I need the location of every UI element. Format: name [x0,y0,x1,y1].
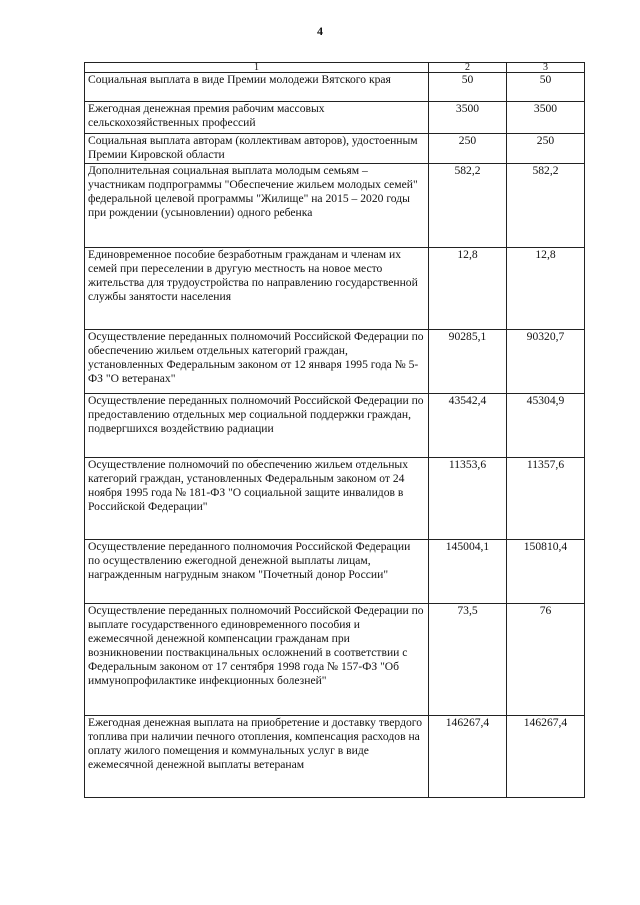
row-value-col3: 250 [507,134,585,164]
table-row [85,164,585,248]
row-value-col3: 12,8 [507,248,585,330]
row-value-col2: 145004,1 [429,540,507,604]
row-description: Осуществление переданных полномочий Российской Федерации по выплате государственного единовременного пособия и ежемесячной денежной компенсации гражданам при возникновении поствакцинальных осложнений в соответствии с Федеральным законом от 17 сентября 1998 года № 157-ФЗ "Об иммунопрофилактике инфекционных болезней" [85,604,429,716]
row-value-col2: 73,5 [429,604,507,716]
row-description: Осуществление переданного полномочия Российской Федерации по осуществлению ежегодной денежной выплаты лицам, награжденным нагрудным знаком "Почетный донор России" [85,540,429,604]
row-value-col2: 250 [429,134,507,164]
row-value-col3: 50 [507,73,585,102]
table-row [85,102,585,134]
table-row [85,394,585,458]
table-row [85,248,585,330]
row-value-col3: 11357,6 [507,458,585,540]
row-value-col2: 43542,4 [429,394,507,458]
budget-table [84,62,585,798]
table-row [85,604,585,716]
table-row [85,458,585,540]
row-value-col3: 90320,7 [507,330,585,394]
table-row [85,540,585,604]
column-number-row [85,63,585,73]
row-value-col2: 11353,6 [429,458,507,540]
row-description: Осуществление переданных полномочий Российской Федерации по предоставлению отдельных мер социальной поддержки граждан, подвергшихся воздействию радиации [85,394,429,458]
page-number: 4 [317,24,323,38]
row-description: Дополнительная социальная выплата молодым семьям – участникам подпрограммы "Обеспечение жильем молодых семей" федеральной целевой программы "Жилище" на 2015 – 2020 годы при рождении (усыновлении) одного ребенка [85,164,429,248]
row-description: Осуществление переданных полномочий Российской Федерации по обеспечению жильем отдельных категорий граждан, установленных Федеральным законом от 12 января 1995 года № 5-ФЗ "О ветеранах" [85,330,429,394]
row-description: Ежегодная денежная выплата на приобретение и доставку твердого топлива при наличии печного отопления, компенсация расходов на оплату жилого помещения и коммунальных услуг в виде ежемесячной денежной выплаты ветеранам [85,716,429,798]
row-value-col3: 150810,4 [507,540,585,604]
column-header-1: 1 [85,63,429,73]
row-value-col3: 3500 [507,102,585,134]
row-value-col2: 90285,1 [429,330,507,394]
column-header-3: 3 [507,63,585,73]
row-description: Единовременное пособие безработным гражданам и членам их семей при переселении в другую местность на новое место жительства для трудоустройства по направлению государственной службы занятости населения [85,248,429,330]
row-value-col2: 146267,4 [429,716,507,798]
row-value-col2: 12,8 [429,248,507,330]
table-row [85,716,585,798]
row-description: Социальная выплата в виде Премии молодежи Вятского края [85,73,429,102]
row-value-col2: 3500 [429,102,507,134]
row-value-col3: 146267,4 [507,716,585,798]
row-description: Осуществление полномочий по обеспечению жильем отдельных категорий граждан, установленных Федеральным законом от 24 ноября 1995 года № 181-ФЗ "О социальной защите инвалидов в Российской Федерации" [85,458,429,540]
table-row [85,73,585,102]
row-value-col2: 50 [429,73,507,102]
row-value-col3: 45304,9 [507,394,585,458]
row-description: Социальная выплата авторам (коллективам авторов), удостоенным Премии Кировской области [85,134,429,164]
row-value-col3: 76 [507,604,585,716]
column-header-2: 2 [429,63,507,73]
row-value-col3: 582,2 [507,164,585,248]
row-description: Ежегодная денежная премия рабочим массовых сельскохозяйственных профессий [85,102,429,134]
table-row [85,330,585,394]
table-row [85,134,585,164]
row-value-col2: 582,2 [429,164,507,248]
